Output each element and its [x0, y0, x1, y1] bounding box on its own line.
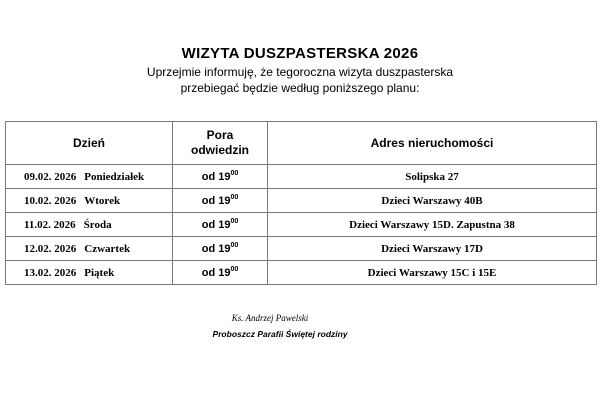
day-cell — [6, 261, 173, 285]
time-minutes: 00 — [230, 193, 239, 201]
time-text: od 19 — [201, 194, 231, 207]
header-time-line-2: odwiedzin — [191, 143, 249, 157]
header-time-line-1: Pora — [206, 128, 234, 142]
table-row — [6, 237, 597, 261]
signature-block — [0, 310, 530, 342]
table-row — [6, 165, 597, 189]
time-cell — [173, 261, 268, 285]
date-text: 11.02. 2026 — [24, 218, 76, 231]
day-cell — [6, 165, 173, 189]
header-day: Dzień — [6, 122, 173, 165]
table-header-row — [6, 122, 597, 165]
address-cell: Solipska 27 — [268, 165, 597, 189]
date-text: 09.02. 2026 — [24, 170, 77, 183]
table-row — [6, 261, 597, 285]
day-cell — [6, 213, 173, 237]
intro-text — [0, 64, 600, 96]
time-minutes: 00 — [230, 241, 239, 249]
address-cell: Dzieci Warszawy 17D — [268, 237, 597, 261]
intro-line-1: Uprzejmie informuję, że tegoroczna wizyta duszpasterska — [146, 65, 454, 79]
time-cell — [173, 213, 268, 237]
address-cell: Dzieci Warszawy 15D. Zapustna 38 — [268, 213, 597, 237]
time-minutes: 00 — [230, 217, 239, 225]
weekday-text: Środa — [83, 218, 112, 231]
day-cell — [6, 189, 173, 213]
document-title: WIZYTA DUSZPASTERSKA 2026 — [181, 45, 419, 62]
time-text: od 19 — [201, 170, 231, 183]
intro-line-2: przebiegać będzie według poniższego planu: — [180, 81, 420, 95]
weekday-text: Poniedziałek — [84, 170, 145, 183]
signature-role: Proboszcz Parafii Świętej rodziny — [212, 329, 348, 339]
header-address: Adres nieruchomości — [268, 122, 597, 165]
time-cell — [173, 189, 268, 213]
header-time — [173, 122, 268, 165]
time-minutes: 00 — [230, 169, 239, 177]
date-text: 12.02. 2026 — [24, 242, 77, 255]
time-text: od 19 — [201, 242, 231, 255]
signature-name: Ks. Andrzej Pawelski — [231, 313, 309, 323]
time-cell — [173, 237, 268, 261]
time-text: od 19 — [201, 266, 231, 279]
table-row — [6, 189, 597, 213]
address-cell: Dzieci Warszawy 15C i 15E — [268, 261, 597, 285]
weekday-text: Czwartek — [84, 242, 131, 255]
visit-schedule-table — [5, 121, 597, 285]
address-cell: Dzieci Warszawy 40B — [268, 189, 597, 213]
weekday-text: Wtorek — [84, 194, 121, 207]
date-text: 13.02. 2026 — [24, 266, 77, 279]
time-text: od 19 — [201, 218, 231, 231]
time-cell — [173, 165, 268, 189]
weekday-text: Piątek — [84, 266, 115, 279]
time-minutes: 00 — [230, 265, 239, 273]
day-cell — [6, 237, 173, 261]
table-row — [6, 213, 597, 237]
date-text: 10.02. 2026 — [24, 194, 77, 207]
